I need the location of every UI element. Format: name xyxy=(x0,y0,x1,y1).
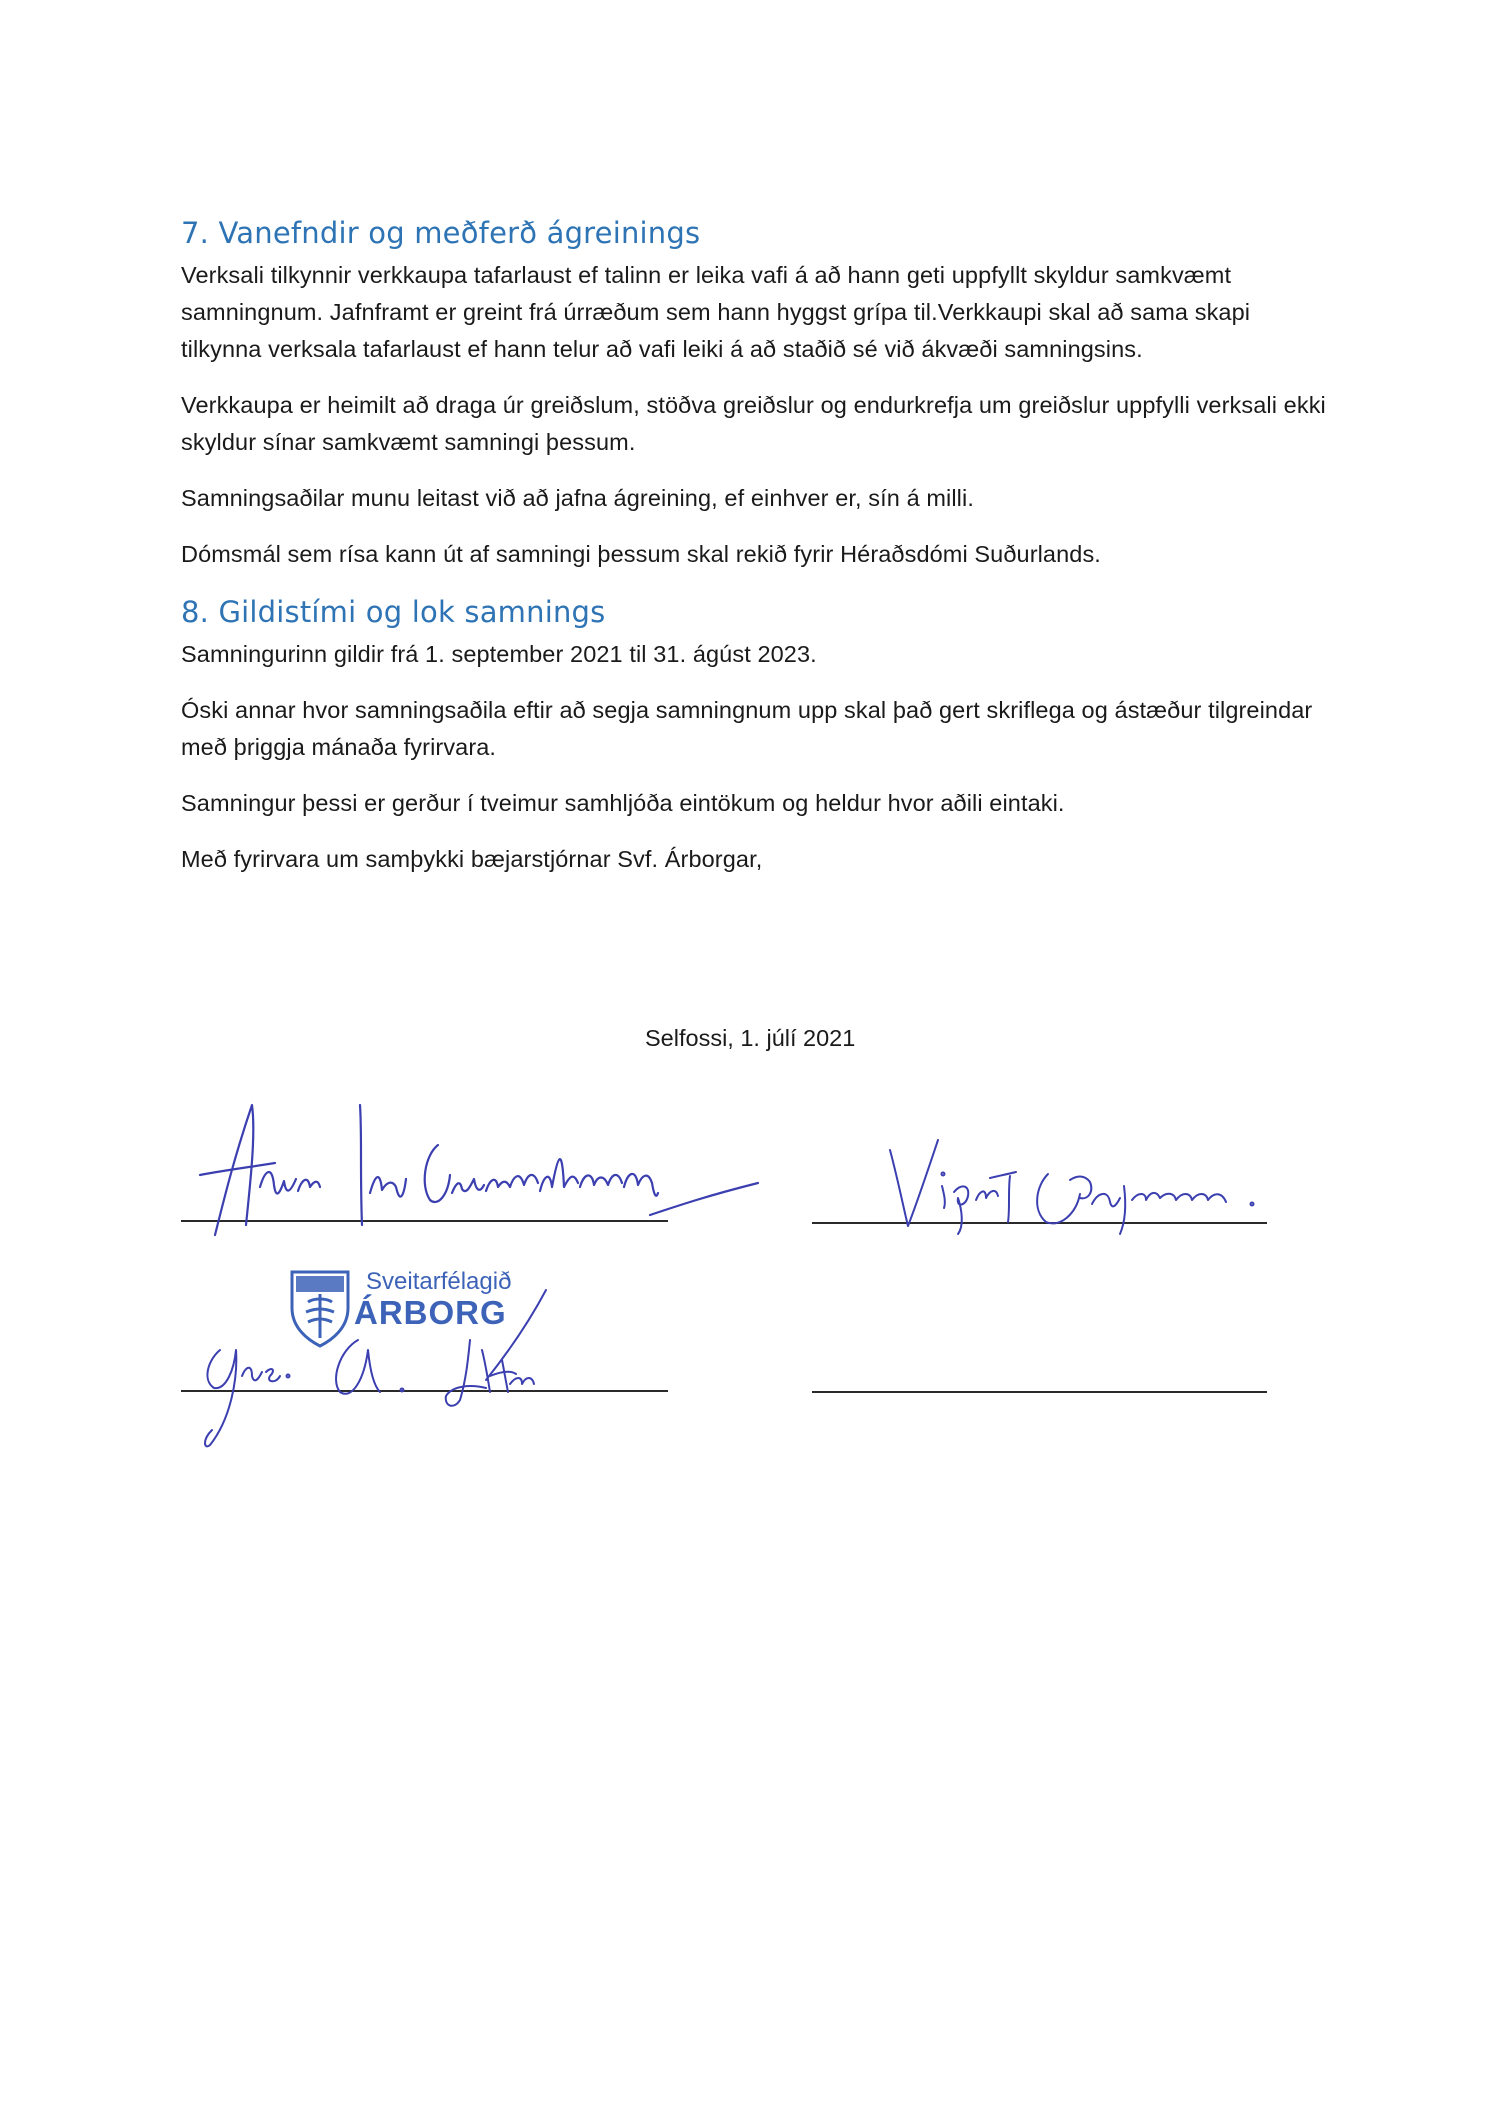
paragraph: Samningurinn gildir frá 1. september 2021 til 31. ágúst 2023. xyxy=(181,641,817,667)
stamp-text: Sveitarfélagið xyxy=(366,1268,512,1295)
handwritten-signature-2 xyxy=(880,1130,1300,1240)
handwritten-signature-3 xyxy=(190,1280,630,1460)
signature-line-bottom-right xyxy=(812,1391,1267,1393)
paragraph: Samningsaðilar munu leitast við að jafna ágreining, ef einhver er, sín á milli. xyxy=(181,485,974,511)
place-date: Selfossi, 1. júlí 2021 xyxy=(645,1025,856,1051)
paragraph: Verkkaupa er heimilt að draga úr greiðslum, stöðva greiðslur og endurkrefja um greiðslur uppfylli verksali ekki skyldur sínar samkvæmt samningi þessum. xyxy=(181,392,1326,455)
paragraph: Óski annar hvor samningsaðila eftir að segja samningnum upp skal það gert skriflega og ástæður tilgreindar með þriggja mánaða fyrirvara. xyxy=(181,697,1313,760)
document-body xyxy=(181,213,1331,897)
section-heading: 8. Gildistími og lok samnings xyxy=(181,595,606,629)
handwritten-signature-1 xyxy=(180,1075,760,1275)
section-heading: 7. Vanefndir og meðferð ágreinings xyxy=(181,216,701,250)
paragraph: Verksali tilkynnir verkkaupa tafarlaust ef talinn er leika vafi á að hann geti uppfyllt skyldur samkvæmt samningnum. Jafnframt er greint frá úrræðum sem hann hyggst grípa til.Verkkaupi skal að sama skapi tilkynna verksala tafarlaust ef hann telur að vafi leiki á að staðið sé við ákvæði samningsins. xyxy=(181,262,1251,362)
section-8 xyxy=(181,592,1331,878)
stamp-text: ÁRBORG xyxy=(354,1294,507,1331)
paragraph: Dómsmál sem rísa kann út af samningi þessum skal rekið fyrir Héraðsdómi Suðurlands. xyxy=(181,541,1101,567)
paragraph: Með fyrirvara um samþykki bæjarstjórnar Svf. Árborgar, xyxy=(181,846,763,872)
section-7 xyxy=(181,213,1331,573)
paragraph: Samningur þessi er gerður í tveimur samhljóða eintökum og heldur hvor aðili eintaki. xyxy=(181,790,1065,816)
